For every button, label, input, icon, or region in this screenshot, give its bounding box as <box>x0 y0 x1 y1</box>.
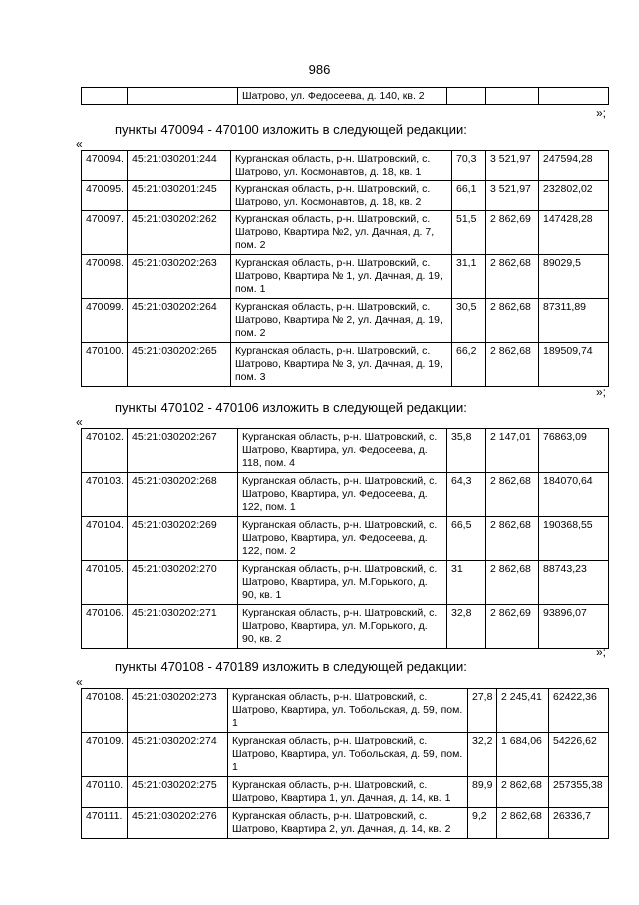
closing-quote: »; <box>595 645 606 659</box>
value-cell: 87311,89 <box>539 299 609 343</box>
rate-cell: 2 862,68 <box>497 777 549 808</box>
value-cell: 76863,09 <box>539 429 609 473</box>
table-row <box>82 211 609 255</box>
address-cell: Курганская область, р-н. Шатровский, с. Шатрово, Квартира, ул. Федосеева, д. 118, пом. 4 <box>238 429 447 473</box>
rate-cell: 2 862,68 <box>486 561 539 605</box>
address-cell: Курганская область, р-н. Шатровский, с. Шатрово, Квартира, ул. Федосеева, д. 122, пом. 1 <box>238 473 447 517</box>
address-cell: Шатрово, ул. Федосеева, д. 140, кв. 2 <box>238 88 447 105</box>
row-number-cell: 470105. <box>82 561 128 605</box>
value-cell: 257355,38 <box>549 777 609 808</box>
address-cell: Курганская область, р-н. Шатровский, с. Шатрово, ул. Космонавтов, д. 18, кв. 1 <box>231 151 452 181</box>
closing-quote: »; <box>595 385 606 399</box>
row-number-cell: 470103. <box>82 473 128 517</box>
address-cell: Курганская область, р-н. Шатровский, с. Шатрово, Квартира № 1, ул. Дачная, д. 19, пом. 1 <box>231 255 452 299</box>
area-cell: 30,5 <box>452 299 486 343</box>
rate-cell: 2 862,68 <box>497 808 549 839</box>
cadastral-number-cell: 45:21:030202:269 <box>128 517 238 561</box>
address-cell: Курганская область, р-н. Шатровский, с. Шатрово, Квартира №2, ул. Дачная, д. 7, пом. 2 <box>231 211 452 255</box>
row-number-cell: 470106. <box>82 605 128 649</box>
value-cell: 26336,7 <box>549 808 609 839</box>
opening-quote: « <box>76 675 83 689</box>
area-cell: 27,8 <box>468 689 497 733</box>
cadastral-number-cell: 45:21:030202:264 <box>128 299 231 343</box>
value-cell: 147428,28 <box>539 211 609 255</box>
cadastral-number-cell: 45:21:030202:274 <box>128 733 228 777</box>
address-cell: Курганская область, р-н. Шатровский, с. Шатрово, Квартира, ул. М.Горького, д. 90, кв. 2 <box>238 605 447 649</box>
area-cell: 31,1 <box>452 255 486 299</box>
rate-cell: 2 245,41 <box>497 689 549 733</box>
value-cell: 62422,36 <box>549 689 609 733</box>
row-number-cell: 470100. <box>82 343 128 387</box>
value-cell: 232802,02 <box>539 181 609 211</box>
cadastral-number-cell: 45:21:030202:267 <box>128 429 238 473</box>
closing-quote: »; <box>595 106 606 120</box>
top-fragment-table <box>81 87 609 105</box>
area-cell: 32,2 <box>468 733 497 777</box>
rate-cell: 2 862,68 <box>486 299 539 343</box>
table-row <box>82 473 609 517</box>
value-cell: 189509,74 <box>539 343 609 387</box>
table-row <box>82 733 609 777</box>
address-cell: Курганская область, р-н. Шатровский, с. Шатрово, Квартира № 3, ул. Дачная, д. 19, пом. 3 <box>231 343 452 387</box>
area-cell: 31 <box>447 561 486 605</box>
table-row <box>82 777 609 808</box>
area-cell: 66,5 <box>447 517 486 561</box>
value-cell: 190368,55 <box>539 517 609 561</box>
address-cell: Курганская область, р-н. Шатровский, с. Шатрово, Квартира № 2, ул. Дачная, д. 19, пом. 2 <box>231 299 452 343</box>
cadastral-number-cell: 45:21:030202:263 <box>128 255 231 299</box>
area-cell: 51,5 <box>452 211 486 255</box>
cadastral-number-cell: 45:21:030202:265 <box>128 343 231 387</box>
row-number-cell: 470099. <box>82 299 128 343</box>
row-number-cell: 470094. <box>82 151 128 181</box>
address-cell: Курганская область, р-н. Шатровский, с. Шатрово, Квартира 1, ул. Дачная, д. 14, кв. 1 <box>228 777 468 808</box>
table-row <box>82 689 609 733</box>
cadastral-number-cell: 45:21:030202:275 <box>128 777 228 808</box>
address-cell: Курганская область, р-н. Шатровский, с. Шатрово, Квартира, ул. Тобольская, д. 59, пом. 1 <box>228 689 468 733</box>
section-table-3 <box>81 688 609 839</box>
address-cell: Курганская область, р-н. Шатровский, с. Шатрово, Квартира, ул. М.Горького, д. 90, кв. 1 <box>238 561 447 605</box>
area-cell: 35,8 <box>447 429 486 473</box>
cadastral-number-cell: 45:21:030202:276 <box>128 808 228 839</box>
area-cell: 9,2 <box>468 808 497 839</box>
rate-cell: 1 684,06 <box>497 733 549 777</box>
value-cell: 54226,62 <box>549 733 609 777</box>
row-number-cell: 470111. <box>82 808 128 839</box>
area-cell: 32,8 <box>447 605 486 649</box>
rate-cell: 3 521,97 <box>486 151 539 181</box>
rate-cell: 2 147,01 <box>486 429 539 473</box>
cadastral-number-cell: 45:21:030202:262 <box>128 211 231 255</box>
table-row <box>82 299 609 343</box>
address-cell: Курганская область, р-н. Шатровский, с. Шатрово, Квартира 2, ул. Дачная, д. 14, кв. 2 <box>228 808 468 839</box>
table-row <box>82 151 609 181</box>
row-number-cell: 470102. <box>82 429 128 473</box>
section-table-1 <box>81 150 609 387</box>
rate-cell: 2 862,69 <box>486 211 539 255</box>
row-number-cell: 470098. <box>82 255 128 299</box>
cadastral-number-cell: 45:21:030202:268 <box>128 473 238 517</box>
section-heading-1: пункты 470094 - 470100 изложить в следующей редакции: <box>115 122 467 137</box>
section-heading-3: пункты 470108 - 470189 изложить в следующей редакции: <box>115 659 467 674</box>
table-row <box>82 605 609 649</box>
area-cell: 89,9 <box>468 777 497 808</box>
area-cell: 70,3 <box>452 151 486 181</box>
address-cell: Курганская область, р-н. Шатровский, с. Шатрово, Квартира, ул. Тобольская, д. 59, пом. 1 <box>228 733 468 777</box>
cadastral-number-cell: 45:21:030201:245 <box>128 181 231 211</box>
value-cell: 93896,07 <box>539 605 609 649</box>
value-cell: 247594,28 <box>539 151 609 181</box>
rate-cell: 2 862,68 <box>486 343 539 387</box>
section-heading-2: пункты 470102 - 470106 изложить в следующей редакции: <box>115 400 467 415</box>
value-cell: 184070,64 <box>539 473 609 517</box>
table-row <box>82 429 609 473</box>
cadastral-number-cell: 45:21:030201:244 <box>128 151 231 181</box>
rate-cell: 2 862,68 <box>486 255 539 299</box>
row-number-cell: 470110. <box>82 777 128 808</box>
table-row <box>82 181 609 211</box>
table-row <box>82 255 609 299</box>
cadastral-number-cell: 45:21:030202:270 <box>128 561 238 605</box>
table-row <box>82 343 609 387</box>
row-number-cell: 470097. <box>82 211 128 255</box>
row-number-cell: 470108. <box>82 689 128 733</box>
rate-cell: 3 521,97 <box>486 181 539 211</box>
area-cell: 66,1 <box>452 181 486 211</box>
table-row <box>82 808 609 839</box>
table-row <box>82 88 609 105</box>
value-cell: 88743,23 <box>539 561 609 605</box>
address-cell: Курганская область, р-н. Шатровский, с. Шатрово, ул. Космонавтов, д. 18, кв. 2 <box>231 181 452 211</box>
table-row <box>82 517 609 561</box>
address-cell: Курганская область, р-н. Шатровский, с. Шатрово, Квартира, ул. Федосеева, д. 122, пом. 2 <box>238 517 447 561</box>
table-row <box>82 561 609 605</box>
row-number-cell: 470095. <box>82 181 128 211</box>
section-table-2 <box>81 428 609 649</box>
cadastral-number-cell: 45:21:030202:271 <box>128 605 238 649</box>
row-number-cell: 470109. <box>82 733 128 777</box>
rate-cell: 2 862,69 <box>486 605 539 649</box>
opening-quote: « <box>76 137 83 151</box>
area-cell: 66,2 <box>452 343 486 387</box>
opening-quote: « <box>76 415 83 429</box>
page-number: 986 <box>308 62 331 77</box>
rate-cell: 2 862,68 <box>486 517 539 561</box>
cadastral-number-cell: 45:21:030202:273 <box>128 689 228 733</box>
area-cell: 64,3 <box>447 473 486 517</box>
value-cell: 89029,5 <box>539 255 609 299</box>
rate-cell: 2 862,68 <box>486 473 539 517</box>
row-number-cell: 470104. <box>82 517 128 561</box>
